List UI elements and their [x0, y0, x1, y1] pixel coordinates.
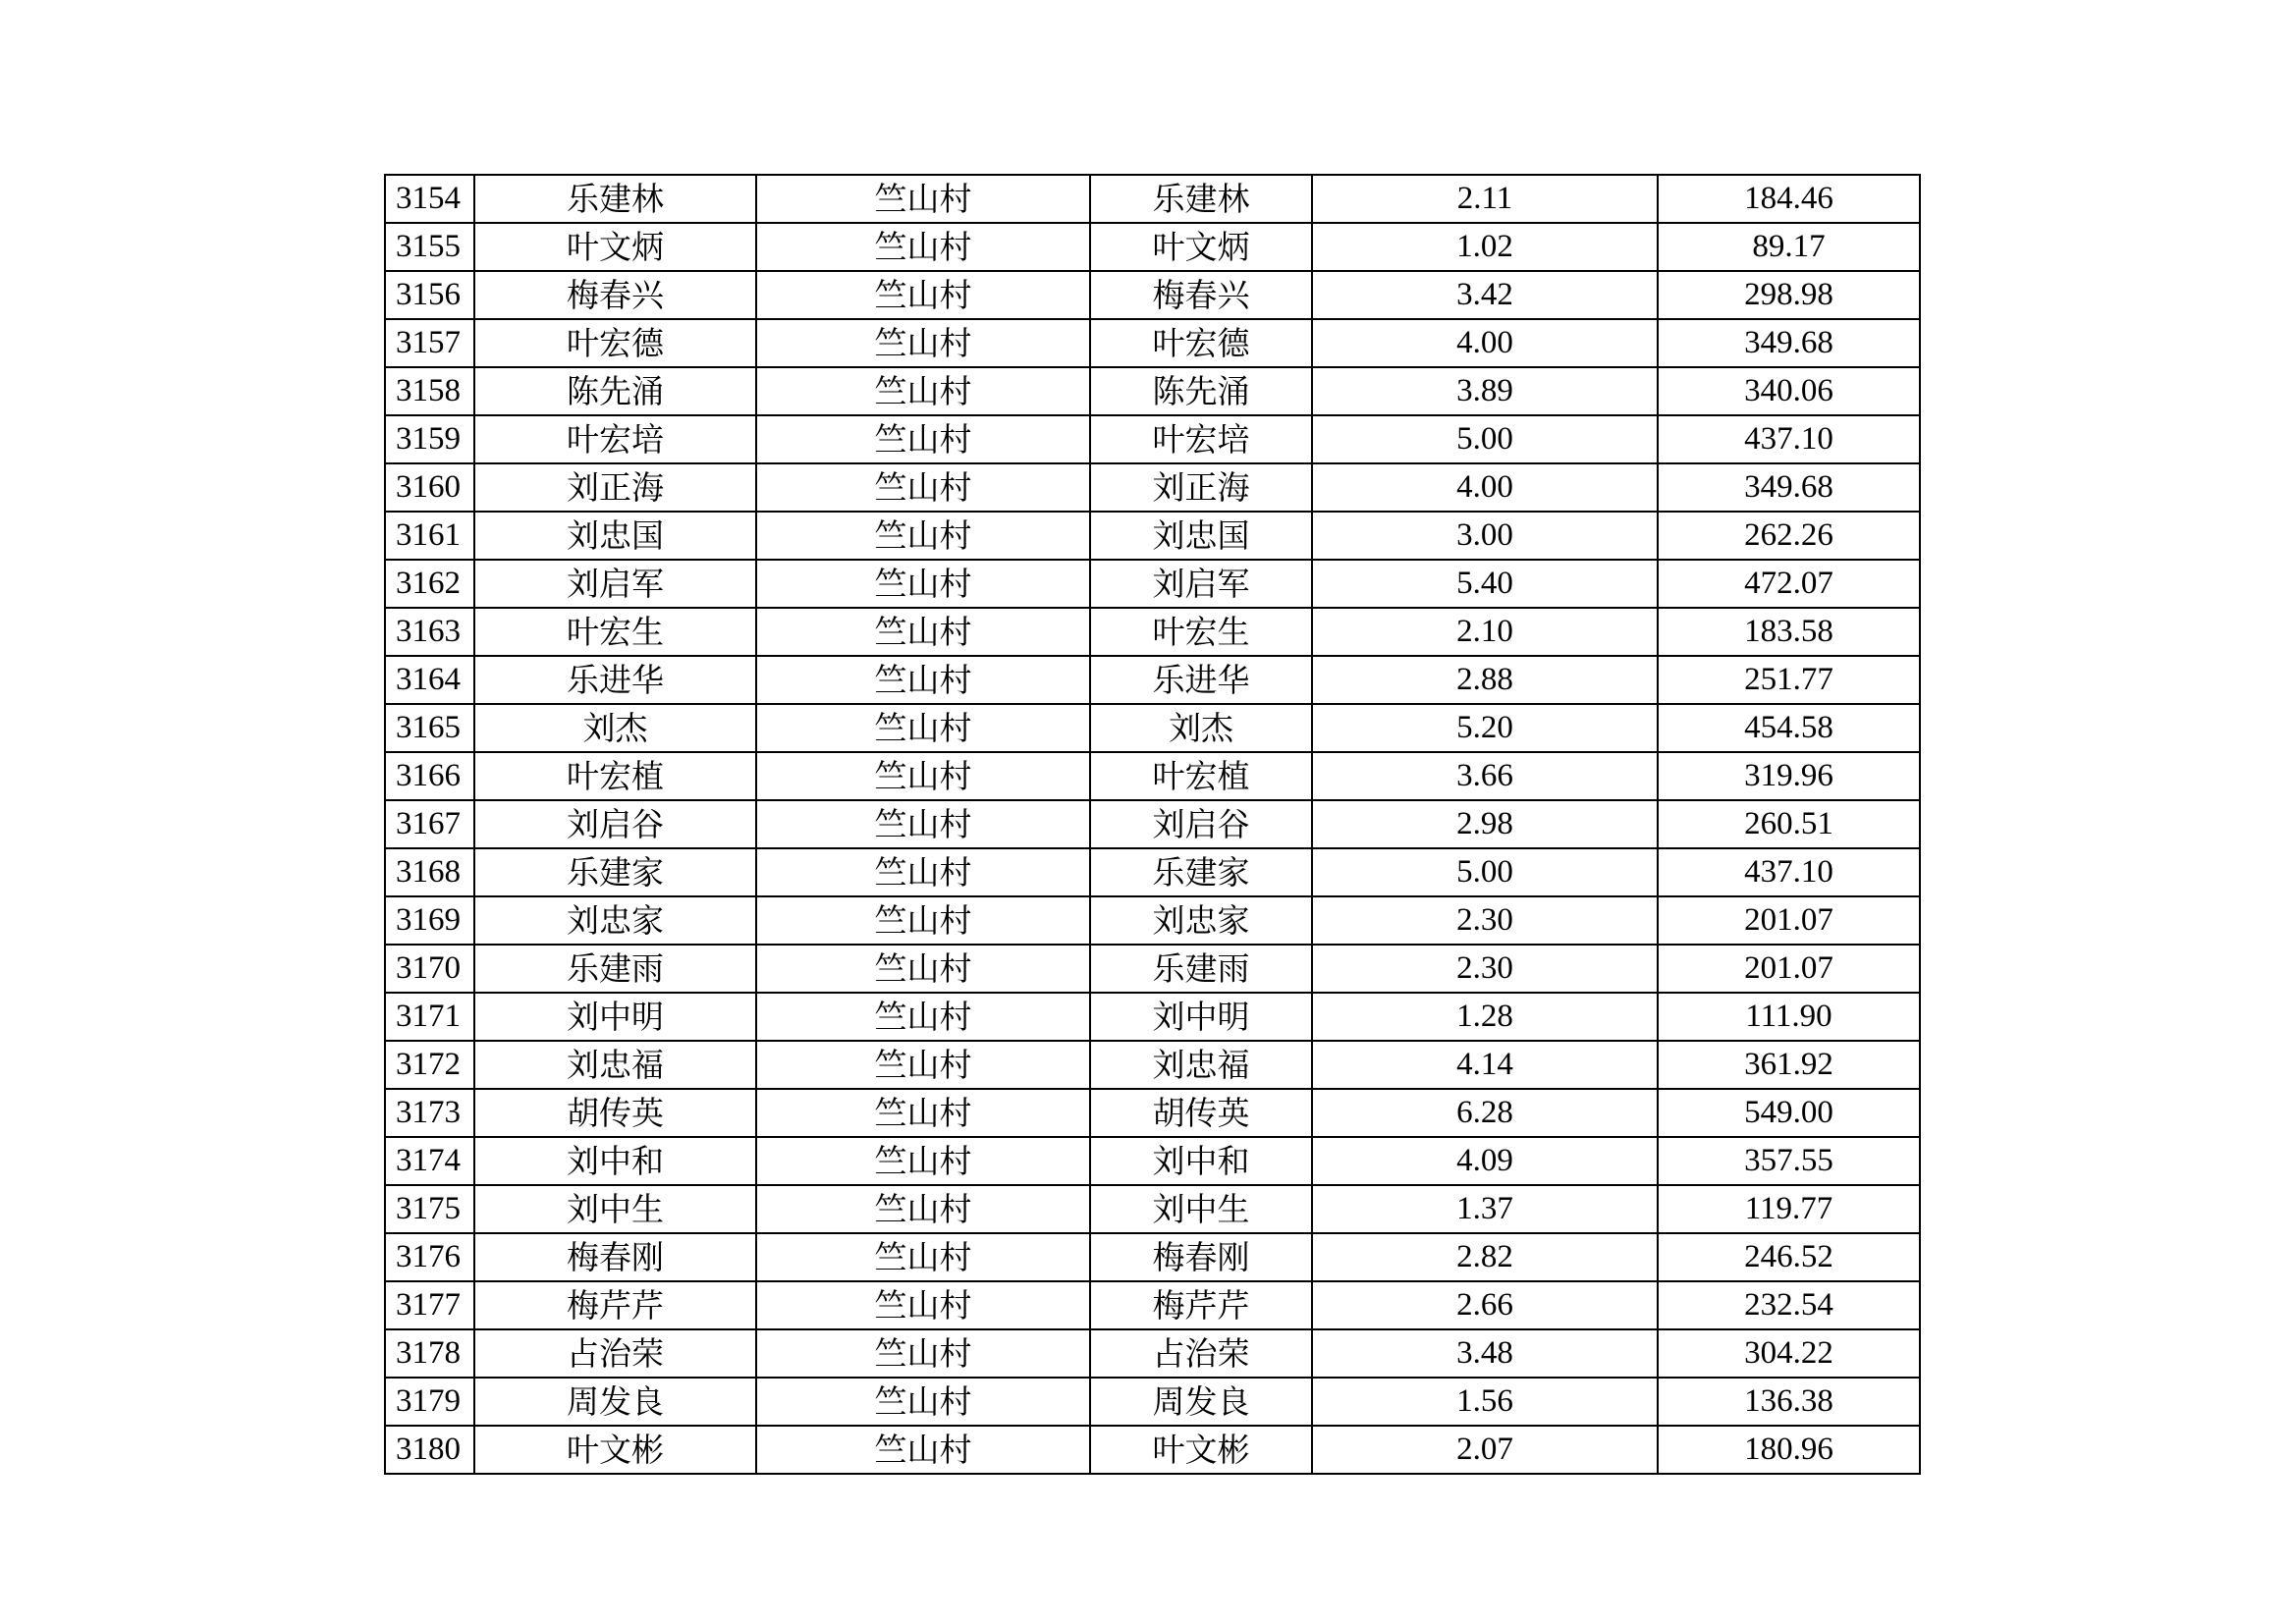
cell-village: 竺山村 — [756, 1233, 1090, 1281]
cell-payee: 乐建林 — [1090, 175, 1312, 223]
cell-area: 1.28 — [1312, 993, 1658, 1041]
cell-village: 竺山村 — [756, 1426, 1090, 1474]
table-row — [385, 800, 1920, 848]
table-row — [385, 752, 1920, 800]
cell-amount: 246.52 — [1658, 1233, 1920, 1281]
table-body — [385, 175, 1920, 1474]
cell-payee: 刘中和 — [1090, 1137, 1312, 1185]
cell-payee: 乐建雨 — [1090, 945, 1312, 993]
cell-payee: 梅芹芹 — [1090, 1281, 1312, 1329]
cell-village: 竺山村 — [756, 896, 1090, 945]
cell-payee: 刘忠家 — [1090, 896, 1312, 945]
cell-village: 竺山村 — [756, 512, 1090, 560]
cell-area: 2.82 — [1312, 1233, 1658, 1281]
cell-village: 竺山村 — [756, 560, 1090, 608]
cell-area: 2.88 — [1312, 656, 1658, 704]
cell-name: 叶文炳 — [474, 223, 756, 271]
cell-village: 竺山村 — [756, 608, 1090, 656]
cell-payee: 刘启谷 — [1090, 800, 1312, 848]
cell-index: 3162 — [385, 560, 474, 608]
cell-payee: 周发良 — [1090, 1378, 1312, 1426]
cell-area: 2.10 — [1312, 608, 1658, 656]
cell-area: 4.00 — [1312, 319, 1658, 367]
table-row — [385, 1041, 1920, 1089]
cell-payee: 叶文彬 — [1090, 1426, 1312, 1474]
cell-index: 3178 — [385, 1329, 474, 1378]
cell-area: 3.42 — [1312, 271, 1658, 319]
cell-payee: 叶文炳 — [1090, 223, 1312, 271]
cell-index: 3154 — [385, 175, 474, 223]
cell-index: 3168 — [385, 848, 474, 896]
cell-payee: 乐建家 — [1090, 848, 1312, 896]
cell-payee: 胡传英 — [1090, 1089, 1312, 1137]
cell-amount: 454.58 — [1658, 704, 1920, 752]
cell-amount: 262.26 — [1658, 512, 1920, 560]
cell-payee: 乐进华 — [1090, 656, 1312, 704]
cell-index: 3171 — [385, 993, 474, 1041]
cell-village: 竺山村 — [756, 704, 1090, 752]
cell-payee: 刘中明 — [1090, 993, 1312, 1041]
cell-amount: 184.46 — [1658, 175, 1920, 223]
cell-amount: 180.96 — [1658, 1426, 1920, 1474]
cell-payee: 梅春刚 — [1090, 1233, 1312, 1281]
cell-amount: 304.22 — [1658, 1329, 1920, 1378]
cell-village: 竺山村 — [756, 945, 1090, 993]
table-row — [385, 512, 1920, 560]
cell-village: 竺山村 — [756, 1281, 1090, 1329]
cell-payee: 占治荣 — [1090, 1329, 1312, 1378]
cell-payee: 刘启军 — [1090, 560, 1312, 608]
cell-area: 5.00 — [1312, 415, 1658, 463]
cell-index: 3170 — [385, 945, 474, 993]
cell-village: 竺山村 — [756, 463, 1090, 512]
cell-area: 2.30 — [1312, 945, 1658, 993]
cell-payee: 刘杰 — [1090, 704, 1312, 752]
table-row — [385, 223, 1920, 271]
table-row — [385, 319, 1920, 367]
cell-index: 3167 — [385, 800, 474, 848]
cell-area: 2.07 — [1312, 1426, 1658, 1474]
cell-name: 叶文彬 — [474, 1426, 756, 1474]
cell-name: 刘忠福 — [474, 1041, 756, 1089]
cell-index: 3173 — [385, 1089, 474, 1137]
cell-area: 3.00 — [1312, 512, 1658, 560]
cell-amount: 89.17 — [1658, 223, 1920, 271]
cell-amount: 232.54 — [1658, 1281, 1920, 1329]
cell-payee: 叶宏德 — [1090, 319, 1312, 367]
table-row — [385, 415, 1920, 463]
cell-area: 1.02 — [1312, 223, 1658, 271]
cell-name: 刘中明 — [474, 993, 756, 1041]
cell-amount: 549.00 — [1658, 1089, 1920, 1137]
cell-area: 3.89 — [1312, 367, 1658, 415]
cell-village: 竺山村 — [756, 1378, 1090, 1426]
cell-area: 1.56 — [1312, 1378, 1658, 1426]
cell-name: 刘启军 — [474, 560, 756, 608]
cell-name: 刘忠国 — [474, 512, 756, 560]
cell-area: 4.14 — [1312, 1041, 1658, 1089]
cell-payee: 陈先涌 — [1090, 367, 1312, 415]
cell-amount: 201.07 — [1658, 945, 1920, 993]
cell-amount: 201.07 — [1658, 896, 1920, 945]
cell-amount: 437.10 — [1658, 848, 1920, 896]
cell-index: 3159 — [385, 415, 474, 463]
cell-payee: 叶宏生 — [1090, 608, 1312, 656]
cell-area: 2.30 — [1312, 896, 1658, 945]
cell-amount: 361.92 — [1658, 1041, 1920, 1089]
cell-payee: 刘忠福 — [1090, 1041, 1312, 1089]
cell-amount: 136.38 — [1658, 1378, 1920, 1426]
cell-village: 竺山村 — [756, 1185, 1090, 1233]
cell-village: 竺山村 — [756, 1041, 1090, 1089]
cell-amount: 472.07 — [1658, 560, 1920, 608]
cell-index: 3176 — [385, 1233, 474, 1281]
cell-payee: 梅春兴 — [1090, 271, 1312, 319]
cell-name: 乐进华 — [474, 656, 756, 704]
cell-village: 竺山村 — [756, 319, 1090, 367]
cell-index: 3177 — [385, 1281, 474, 1329]
cell-village: 竺山村 — [756, 993, 1090, 1041]
table-row — [385, 945, 1920, 993]
table-row — [385, 1185, 1920, 1233]
cell-name: 梅春刚 — [474, 1233, 756, 1281]
cell-index: 3165 — [385, 704, 474, 752]
table-row — [385, 1137, 1920, 1185]
table-row — [385, 848, 1920, 896]
cell-index: 3160 — [385, 463, 474, 512]
cell-name: 叶宏培 — [474, 415, 756, 463]
cell-village: 竺山村 — [756, 848, 1090, 896]
cell-index: 3180 — [385, 1426, 474, 1474]
cell-area: 4.09 — [1312, 1137, 1658, 1185]
cell-village: 竺山村 — [756, 1329, 1090, 1378]
table-row — [385, 704, 1920, 752]
cell-area: 2.66 — [1312, 1281, 1658, 1329]
cell-village: 竺山村 — [756, 415, 1090, 463]
cell-index: 3175 — [385, 1185, 474, 1233]
cell-area: 2.98 — [1312, 800, 1658, 848]
cell-name: 刘启谷 — [474, 800, 756, 848]
cell-payee: 刘中生 — [1090, 1185, 1312, 1233]
cell-village: 竺山村 — [756, 752, 1090, 800]
cell-index: 3163 — [385, 608, 474, 656]
cell-area: 5.20 — [1312, 704, 1658, 752]
cell-village: 竺山村 — [756, 656, 1090, 704]
cell-amount: 349.68 — [1658, 463, 1920, 512]
table-row — [385, 1281, 1920, 1329]
table-row — [385, 993, 1920, 1041]
cell-index: 3169 — [385, 896, 474, 945]
cell-village: 竺山村 — [756, 1089, 1090, 1137]
cell-village: 竺山村 — [756, 271, 1090, 319]
cell-name: 周发良 — [474, 1378, 756, 1426]
cell-amount: 349.68 — [1658, 319, 1920, 367]
table-row — [385, 175, 1920, 223]
cell-amount: 111.90 — [1658, 993, 1920, 1041]
cell-area: 6.28 — [1312, 1089, 1658, 1137]
cell-village: 竺山村 — [756, 367, 1090, 415]
cell-name: 乐建林 — [474, 175, 756, 223]
cell-name: 刘正海 — [474, 463, 756, 512]
cell-amount: 357.55 — [1658, 1137, 1920, 1185]
cell-amount: 251.77 — [1658, 656, 1920, 704]
cell-name: 叶宏德 — [474, 319, 756, 367]
cell-name: 占治荣 — [474, 1329, 756, 1378]
cell-index: 3161 — [385, 512, 474, 560]
table-row — [385, 367, 1920, 415]
cell-village: 竺山村 — [756, 175, 1090, 223]
cell-payee: 刘正海 — [1090, 463, 1312, 512]
cell-area: 3.48 — [1312, 1329, 1658, 1378]
cell-index: 3174 — [385, 1137, 474, 1185]
cell-payee: 刘忠国 — [1090, 512, 1312, 560]
table-row — [385, 656, 1920, 704]
cell-index: 3164 — [385, 656, 474, 704]
cell-amount: 183.58 — [1658, 608, 1920, 656]
cell-name: 刘中和 — [474, 1137, 756, 1185]
cell-name: 梅芹芹 — [474, 1281, 756, 1329]
cell-name: 胡传英 — [474, 1089, 756, 1137]
table-row — [385, 560, 1920, 608]
cell-name: 陈先涌 — [474, 367, 756, 415]
cell-amount: 437.10 — [1658, 415, 1920, 463]
cell-amount: 260.51 — [1658, 800, 1920, 848]
cell-amount: 119.77 — [1658, 1185, 1920, 1233]
cell-index: 3166 — [385, 752, 474, 800]
cell-name: 叶宏生 — [474, 608, 756, 656]
cell-amount: 319.96 — [1658, 752, 1920, 800]
cell-amount: 340.06 — [1658, 367, 1920, 415]
cell-area: 1.37 — [1312, 1185, 1658, 1233]
cell-name: 叶宏植 — [474, 752, 756, 800]
cell-amount: 298.98 — [1658, 271, 1920, 319]
cell-name: 乐建家 — [474, 848, 756, 896]
cell-payee: 叶宏培 — [1090, 415, 1312, 463]
table-row — [385, 271, 1920, 319]
table-row — [385, 1426, 1920, 1474]
cell-name: 乐建雨 — [474, 945, 756, 993]
cell-index: 3157 — [385, 319, 474, 367]
table-row — [385, 1233, 1920, 1281]
cell-village: 竺山村 — [756, 800, 1090, 848]
cell-index: 3155 — [385, 223, 474, 271]
cell-area: 4.00 — [1312, 463, 1658, 512]
data-table — [384, 174, 1921, 1475]
table-row — [385, 1329, 1920, 1378]
cell-village: 竺山村 — [756, 1137, 1090, 1185]
cell-area: 5.40 — [1312, 560, 1658, 608]
cell-name: 刘杰 — [474, 704, 756, 752]
cell-area: 5.00 — [1312, 848, 1658, 896]
table-row — [385, 896, 1920, 945]
cell-area: 2.11 — [1312, 175, 1658, 223]
cell-name: 刘中生 — [474, 1185, 756, 1233]
cell-area: 3.66 — [1312, 752, 1658, 800]
cell-village: 竺山村 — [756, 223, 1090, 271]
cell-index: 3179 — [385, 1378, 474, 1426]
cell-name: 梅春兴 — [474, 271, 756, 319]
cell-name: 刘忠家 — [474, 896, 756, 945]
table-row — [385, 608, 1920, 656]
cell-index: 3156 — [385, 271, 474, 319]
table-row — [385, 463, 1920, 512]
table-row — [385, 1089, 1920, 1137]
cell-index: 3172 — [385, 1041, 474, 1089]
cell-index: 3158 — [385, 367, 474, 415]
cell-payee: 叶宏植 — [1090, 752, 1312, 800]
table-row — [385, 1378, 1920, 1426]
